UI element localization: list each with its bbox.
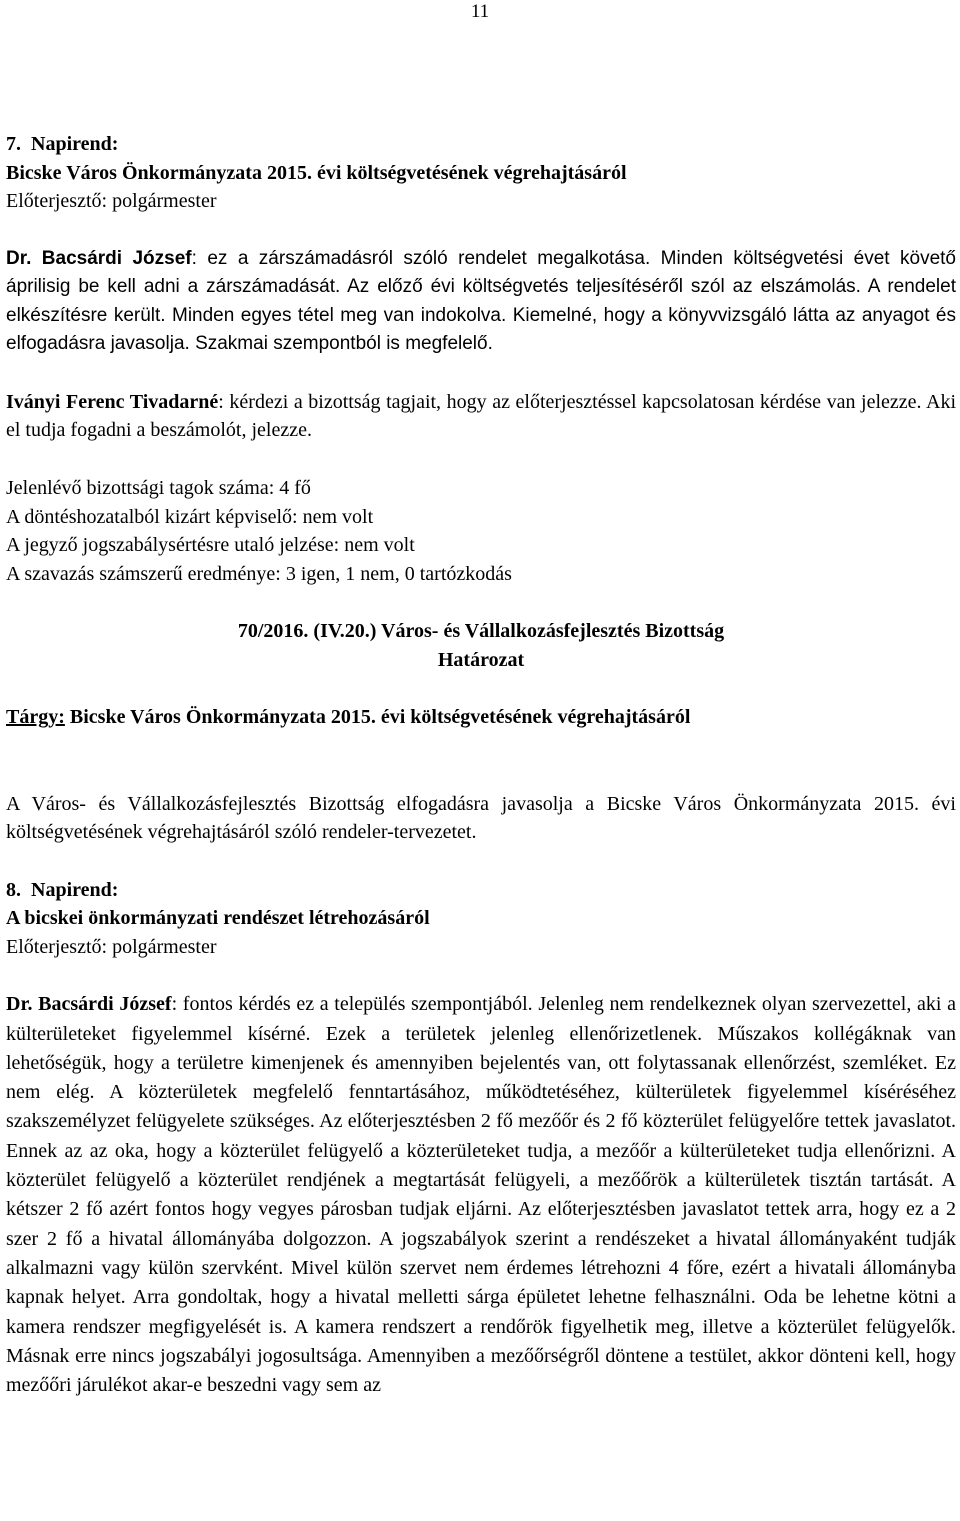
spacer [6, 674, 956, 703]
spacer [6, 588, 956, 617]
agenda-heading [6, 130, 956, 159]
subject-text: Bicske Város Önkormányzata 2015. évi költségvetésének végrehajtásáról [64, 706, 691, 729]
resolution-body: A Város- és Vállalkozásfejlesztés Bizottság elfogadásra javasolja a Bicske Város Önkormányzata 2015. évi költségvetésének végrehajtásáról szóló rendeler-tervezetet. [6, 792, 956, 844]
speaker-name: Dr. Bacsárdi József [6, 993, 172, 1016]
vote-line: A döntéshozatalból kizárt képviselő: nem volt [6, 505, 374, 528]
document-body [6, 130, 956, 1400]
speech-paragraph [6, 388, 956, 445]
resolution [6, 617, 956, 847]
vote-line: A jegyző jogszabálysértésre utaló jelzése: nem volt [6, 534, 415, 557]
resolution-heading: Határozat [437, 648, 525, 671]
vote-line: A szavazás számszerű eredménye: 3 igen, 1 nem, 0 tartózkodás [6, 562, 512, 585]
agenda-number: 7. [6, 133, 21, 155]
agenda-item-8 [6, 876, 956, 962]
spacer [6, 847, 956, 876]
resolution-number: 70/2016. (IV.20.) Város- és Vállalkozásfejlesztés Bizottság [237, 620, 725, 643]
spacer [6, 732, 956, 761]
vote-line: Jelenlévő bizottsági tagok száma: 4 fő [6, 477, 311, 500]
speech-paragraph [6, 990, 956, 1400]
vote-summary [6, 474, 956, 588]
spacer [6, 961, 956, 990]
spacer [6, 359, 956, 388]
resolution-subject [6, 703, 956, 732]
agenda-label: Napirend: [31, 133, 119, 155]
agenda-label: Napirend: [31, 878, 119, 901]
agenda-presenter: Előterjesztő: polgármester [6, 935, 217, 958]
page-number: 11 [470, 1, 490, 22]
spacer [6, 216, 956, 245]
subject-label: Tárgy: [6, 706, 65, 729]
agenda-presenter: Előterjesztő: polgármester [6, 190, 217, 212]
agenda-item-7 [6, 130, 956, 216]
speech-text: : ez a zárszámadásról szóló rendelet megalkotása. Minden költségvetési évet követő áprilisig be kell adni a zárszámadását. Az előző évi költségvetés teljesítéséről szól az elszámolás. A rendelet elkészítésre került. Minden egyes tétel meg van indokolva. Kiemelné, hogy a könyvvizsgáló látta az anyagot és elfogadásra javasolja. Szakmai szempontból is megfelelő. [6, 247, 956, 355]
speech-paragraph [6, 245, 956, 359]
spacer [6, 761, 956, 790]
spacer [6, 445, 956, 474]
agenda-title: Bicske Város Önkormányzata 2015. évi költségvetésének végrehajtásáról [6, 161, 627, 184]
agenda-title: A bicskei önkormányzati rendészet létrehozásáról [6, 907, 430, 930]
agenda-number: 8. [6, 878, 21, 901]
speech-text: : fontos kérdés ez a település szempontjából. Jelenleg nem rendelkeznek olyan szervezettel, aki a külterületeket figyelemmel kísérné. Ezek a területek jelenleg ellenőrizetlenek. Műszakos kollégáknak van lehetőségük, hogy a területre kimenjenek és amennyiben bejelentés van, ott folytassanak ellenőrzést, szemléket. Ez nem elég. A közterületek megfelelő fenntartásához, működtetéséhez, külterületek figyelemmel kíséréséhez szakszemélyzet felügyelete szükséges. Az előterjesztésben 2 fő mezőőr és 2 fő közterület felügyelőre tettek javaslatot. Ennek az az oka, hogy a közterület felügyelő a közterületeket tudja, a mezőőr a külterületeket tudja ellenőrizni. A közterület felügyelő a közterület rendjének a megtartását felügyeli, a mezőőrök a külterületek tisztán tartását. A kétszer 2 fő azért fontos hogy vegyes párosban tudjak eljárni. Az előterjesztésben javaslatot tettek arra, hogy ez a 2 szer 2 fő a hivatal állományába dolgozzon. A jogszabályok szerint a rendészeket a hivatal állományaként tudják alkalmazni vagy külön szervként. Mivel külön szervet nem érdemes létrehozni 4 főre, ezért a hivatali állományba kapnak helyet. Arra gondoltak, hogy a hivatal melletti sárga épületet lehetne felhasználni. Oda be lehetne kötni a kamera rendszer megfigyelését is. A kamera rendszert a rendőrök figyelhetik meg, illetve a közterület felügyelők. Másnak erre nincs jogszabályi jogosultsága. Amennyiben a mezőőrségről döntene a testület, akkor dönteni kell, hogy mezőőri járulékot akar-e beszedni vagy sem az [6, 993, 956, 1397]
speaker-name: Iványi Ferenc Tivadarné [6, 390, 219, 413]
speech-text: : kérdezi a bizottság tagjait, hogy az előterjesztéssel kapcsolatosan kérdése van jelezze. Aki el tudja fogadni a beszámolót, jelezze. [6, 390, 957, 442]
speaker-name: Dr. Bacsárdi József [6, 247, 192, 269]
agenda-heading [6, 876, 956, 905]
